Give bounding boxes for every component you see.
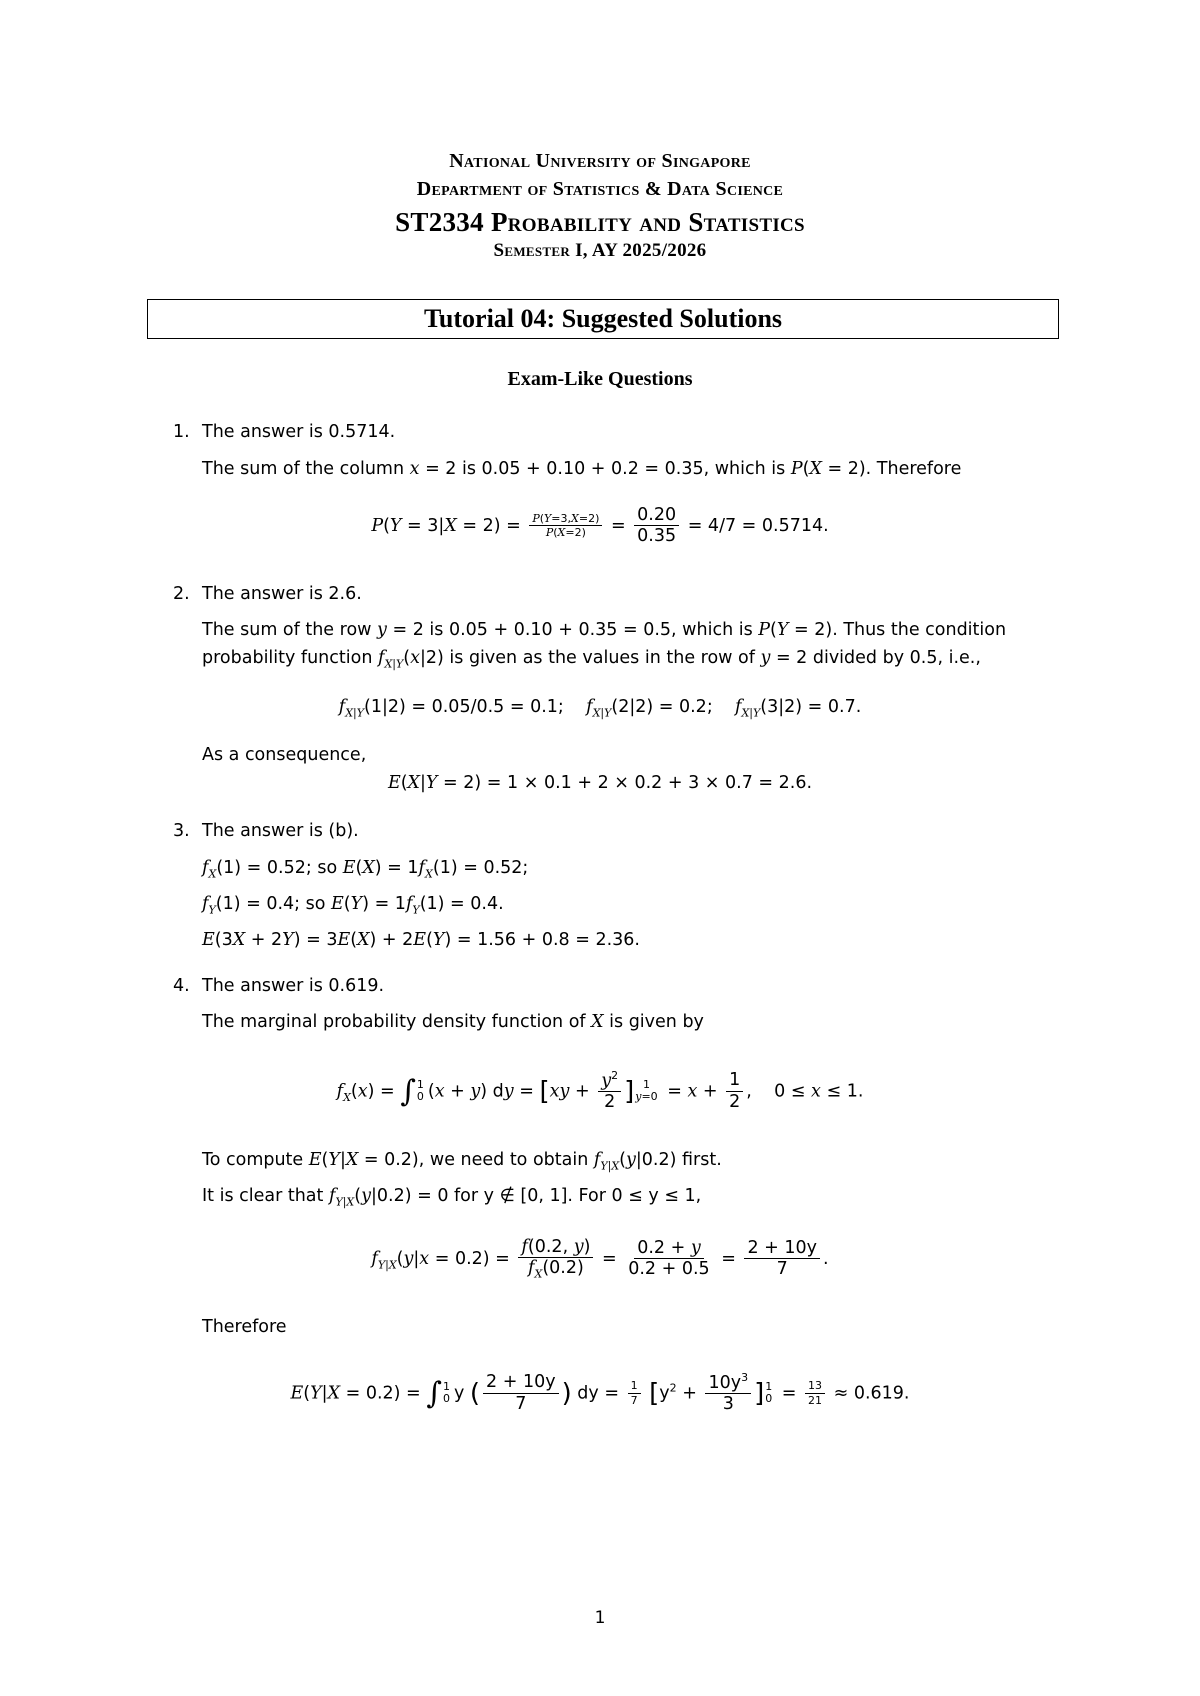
university-name: National University of Singapore: [449, 150, 751, 172]
question-number: 4.: [173, 976, 190, 996]
tutorial-title: Tutorial 04: Suggested Solutions: [423, 304, 783, 333]
department-name: Department of Statistics & Data Science: [416, 178, 784, 200]
equation: E(X|Y = 2) = 1 × 0.1 + 2 × 0.2 + 3 × 0.7 = 2.6.: [387, 773, 813, 793]
equation: P(Y = 3|X = 2) = $\frac{P(Y=3,X=2)}{P(X=2)}$ = $\frac{0.20}{0.35}$ = 4/7 = 0.5714.: [371, 505, 829, 547]
semester-label: Semester I, AY 2025/2026: [493, 240, 707, 261]
question-text-line: $f_Y(1) = 0.4$; so $E(Y) = 1f_Y(1) = 0.4$.: [202, 894, 504, 917]
question-number: 1.: [173, 422, 190, 442]
equation: $f_{X|Y}(1|2) = 0.05/0.5 = 0.1$; $f_{X|Y}(2|2) = 0.2$; $f_{X|Y}(3|2) = 0.7$.: [338, 697, 862, 720]
equation: $f_X(x)$ = ∫ 1 0 (x + y) dy = [xy + $\frac{y^2}{2}$ ] 1 y=0 = x + $\frac{1}{2}$ , 0 ≤ x ≤ 1.: [336, 1069, 864, 1112]
question-text-line: To compute E(Y|X = 0.2), we need to obtain $f_{Y|X}(y|0.2)$ first.: [202, 1150, 722, 1173]
question-text-line: The sum of the row y = 2 is 0.05 + 0.10 + 0.35 = 0.5, which is P(Y = 2). Thus the condition: [202, 620, 1007, 640]
question-answer: The answer is (b).: [202, 821, 359, 841]
question-text-line: The sum of the column x = 2 is 0.05 + 0.10 + 0.2 = 0.35, which is P(X = 2). Therefore: [202, 459, 962, 479]
question-number: 2.: [173, 584, 190, 604]
equation: $f_{Y|X}(y|x = 0.2)$ = $\frac{f(0.2, y)}{f_X(0.2)}$ = $\frac{0.2 + y}{0.2 + 0.5}$ = $\frac{2 + 10y}{7}$ .: [371, 1237, 829, 1281]
course-title: ST2334 Probability and Statistics: [395, 207, 805, 237]
question-text-line: As a consequence,: [202, 745, 367, 765]
question-answer: The answer is 2.6.: [202, 584, 362, 604]
question-text-line: probability function $f_{X|Y}(x|2)$ is given as the values in the row of y = 2 divided by 0.5, i.e.,: [202, 648, 981, 671]
question-text-line: Therefore: [202, 1317, 287, 1337]
question-text-line: The marginal probability density function of X is given by: [202, 1012, 704, 1032]
page-number: 1: [594, 1608, 606, 1628]
equation: E(Y|X = 0.2) = ∫ 1 0 y ( $\frac{2 + 10y}{7}$ ) dy = $\frac{1}{7}$ [$y^2$ + $\frac{10y^3}{3}$ ] 1 0 = $\frac{13}{21}$ ≈ 0.619.: [290, 1371, 910, 1414]
question-text-line: $f_X(1) = 0.52$; so $E(X) = 1f_X(1) = 0.52$;: [202, 858, 529, 881]
question-number: 3.: [173, 821, 190, 841]
question-text-line: E(3X + 2Y) = 3E(X) + 2E(Y) = 1.56 + 0.8 = 2.36.: [202, 930, 640, 950]
question-answer: The answer is 0.5714.: [202, 422, 396, 442]
section-heading: Exam-Like Questions: [507, 368, 693, 390]
tutorial-title-box: [147, 299, 1059, 339]
question-answer: The answer is 0.619.: [202, 976, 385, 996]
question-text-line: It is clear that $f_{Y|X}(y|0.2) = 0$ for y ∉ [0, 1]. For 0 ≤ y ≤ 1,: [202, 1186, 702, 1209]
